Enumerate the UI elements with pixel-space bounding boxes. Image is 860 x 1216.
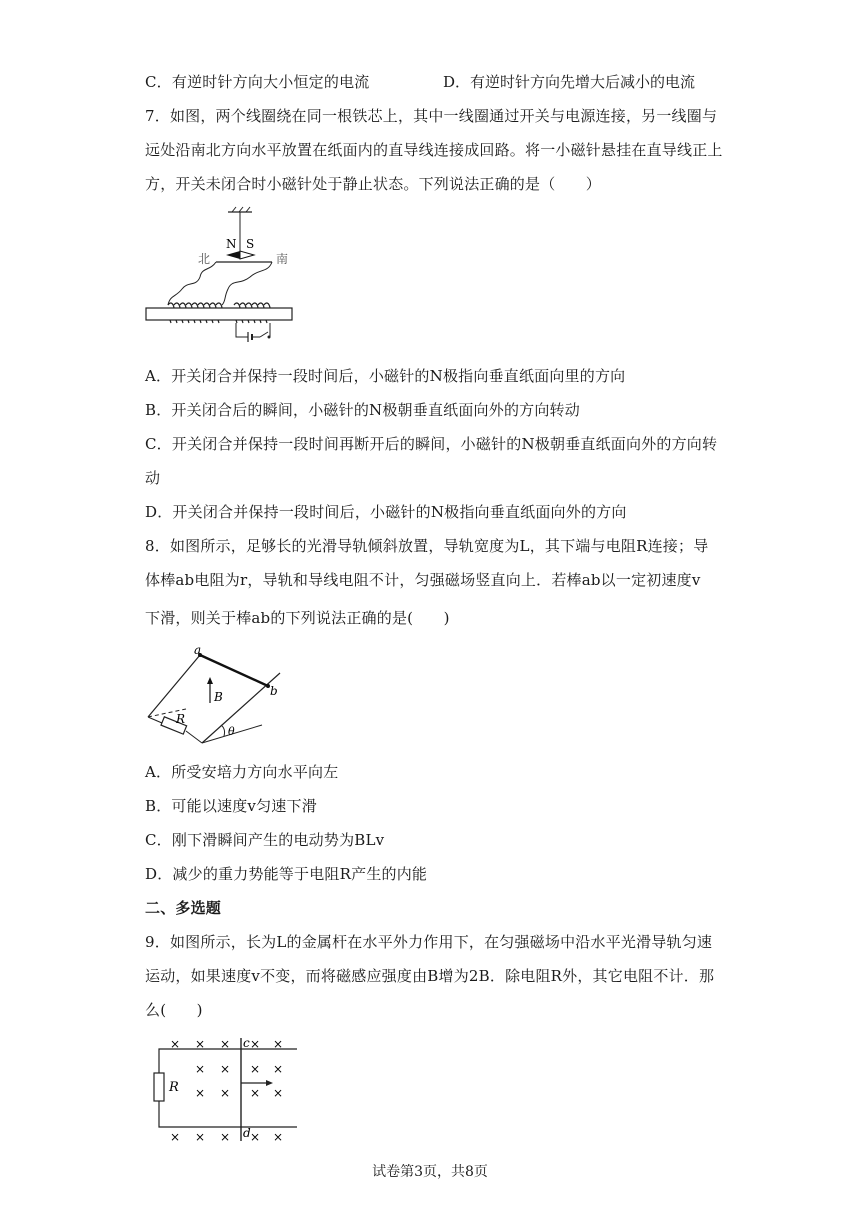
field-cross-mark: × [169,1037,181,1051]
q8-option-d: D．减少的重力势能等于电阻R产生的内能 [145,865,428,883]
field-cross-mark: × [219,1130,231,1144]
q9-rail-field-figure [145,1033,300,1148]
field-cross-mark: × [272,1062,284,1076]
q7-south-label: 南 [276,252,289,266]
q8-label-field-b: B [214,690,223,704]
q9-label-r: R [169,1080,179,1095]
q8-option-c: C．刚下滑瞬间产生的电动势为BLv [145,831,385,849]
field-cross-mark: × [249,1037,261,1051]
q7-option-c-continued: 动 [145,469,161,487]
q7-s-pole-label: S [246,237,255,251]
field-cross-mark: × [249,1130,261,1144]
q6-option-c: C．有逆时针方向大小恒定的电流 [145,73,370,91]
q9-label-d: d [243,1126,251,1140]
q8-label-a: a [194,645,202,657]
q7-stem-line1: 7．如图，两个线圈绕在同一根铁芯上，其中一线圈通过开关与电源连接，另一线圈与 [145,107,718,125]
field-cross-mark: × [194,1037,206,1051]
field-cross-mark: × [194,1130,206,1144]
q8-label-b: b [270,684,278,698]
q8-label-theta: θ [228,725,235,738]
q7-coil-compass-figure [140,205,300,345]
q7-north-label: 北 [198,252,211,266]
q9-stem-line1: 9．如图所示，长为L的金属杆在水平外力作用下，在匀强磁场中沿水平光滑导轨匀速 [145,933,713,951]
field-cross-mark: × [194,1086,206,1100]
q7-stem-line3: 方，开关未闭合时小磁针处于静止状态。下列说法正确的是（ ） [145,175,602,193]
q8-option-b: B．可能以速度v匀速下滑 [145,797,317,815]
q8-stem-line1: 8．如图所示，足够长的光滑导轨倾斜放置，导轨宽度为L，其下端与电阻R连接；导 [145,537,709,555]
q6-option-d: D．有逆时针方向先增大后减小的电流 [443,73,696,91]
field-cross-mark: × [169,1130,181,1144]
field-cross-mark: × [272,1037,284,1051]
q9-stem-line3: 么( ) [145,1001,203,1019]
field-cross-mark: × [249,1086,261,1100]
q7-option-c: C．开关闭合并保持一段时间再断开后的瞬间，小磁针的N极朝垂直纸面向外的方向转 [145,435,718,453]
q9-magnetic-field-crosses [170,1037,283,1144]
q8-stem-line2: 体棒ab电阻为r，导轨和导线电阻不计，匀强磁场竖直向上．若棒ab以一定初速度v [145,571,701,589]
q7-option-b: B．开关闭合后的瞬间，小磁针的N极朝垂直纸面向外的方向转动 [145,401,580,419]
q7-option-d: D．开关闭合并保持一段时间后，小磁针的N极指向垂直纸面向外的方向 [145,503,627,521]
q7-stem-line2: 远处沿南北方向水平放置在纸面内的直导线连接成回路。将一小磁针悬挂在直导线正上 [145,141,723,159]
field-cross-mark: × [249,1062,261,1076]
field-cross-mark: × [219,1062,231,1076]
q9-label-c: c [243,1036,250,1050]
field-cross-mark: × [272,1086,284,1100]
q8-option-a: A．所受安培力方向水平向左 [145,763,339,781]
section-heading-multiple-choice: 二、多选题 [145,899,222,917]
page-footer: 试卷第3页，共8页 [372,1164,488,1180]
q9-stem-line2: 运动，如果速度v不变，而将磁感应强度由B增为2B．除电阻R外，其它电阻不计．那 [145,967,715,985]
field-cross-mark: × [219,1037,231,1051]
q8-inclined-rail-figure [140,645,300,755]
q7-option-a: A．开关闭合并保持一段时间后，小磁针的N极指向垂直纸面向里的方向 [145,367,626,385]
field-cross-mark: × [194,1062,206,1076]
q8-stem-line3: 下滑，则关于棒ab的下列说法正确的是( ) [145,609,450,627]
q7-n-pole-label: N [226,237,237,251]
q8-label-r: R [176,712,186,726]
field-cross-mark: × [219,1086,231,1100]
field-cross-mark: × [272,1130,284,1144]
